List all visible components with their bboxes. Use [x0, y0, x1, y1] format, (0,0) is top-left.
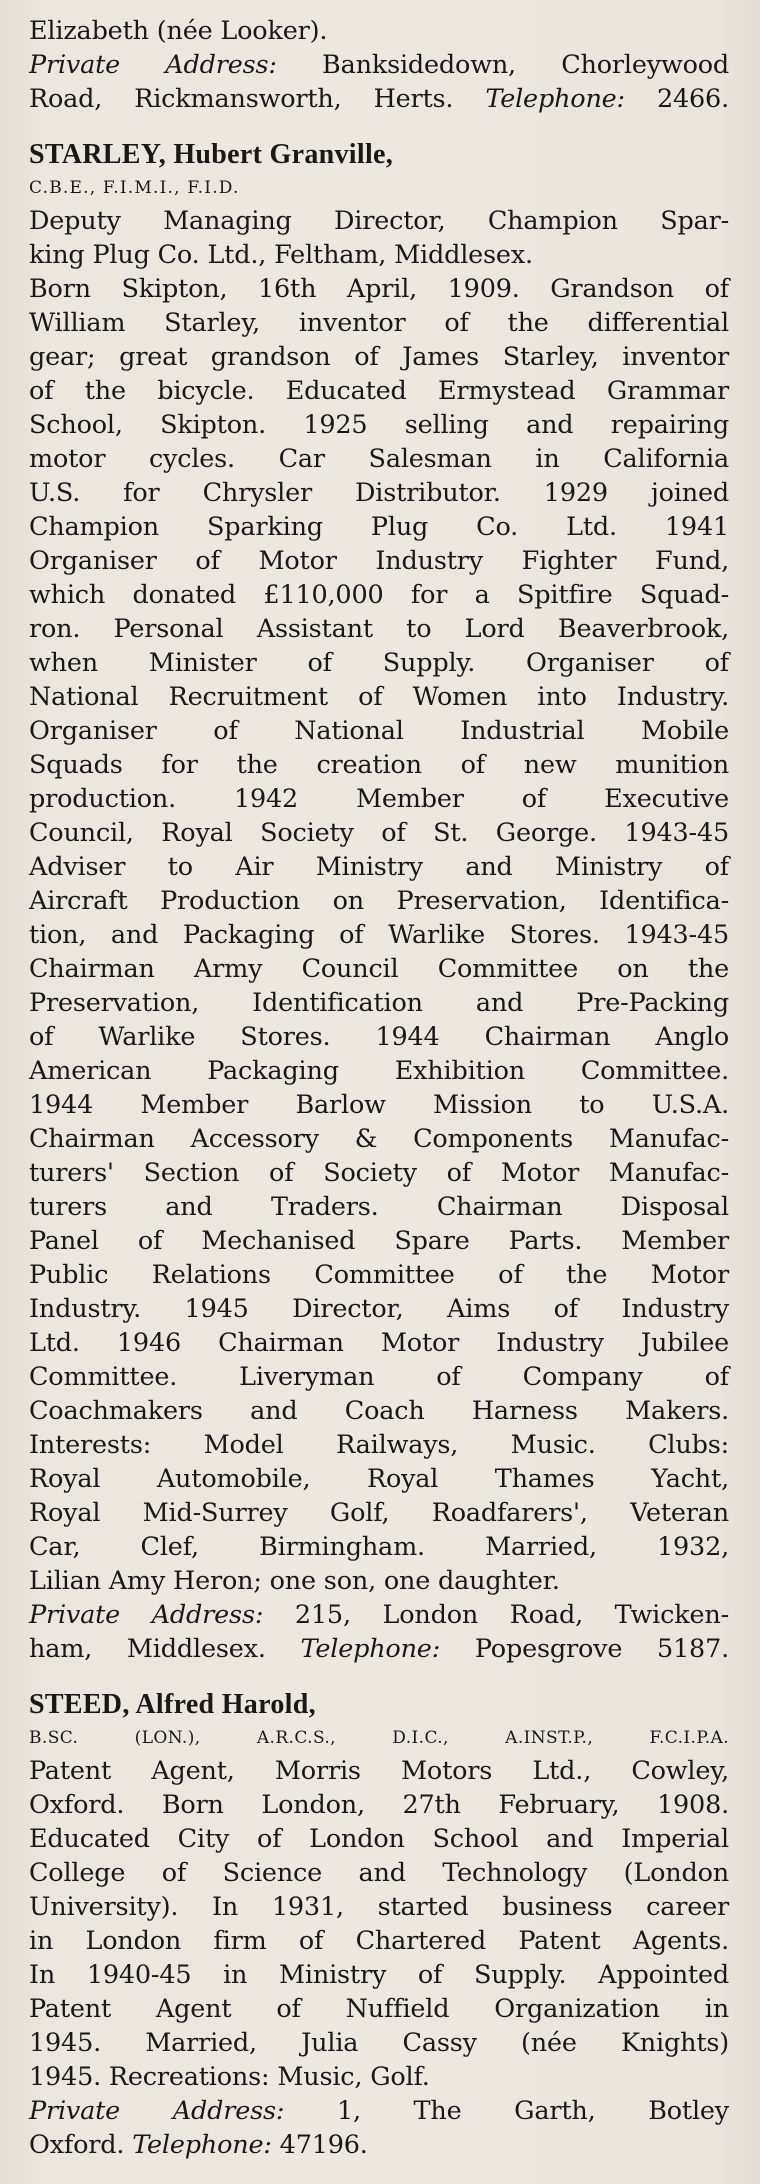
private-address-value: Banksidedown, Chorleywood [276, 50, 729, 80]
private-address-value: 1, The Garth, Botley [284, 2096, 729, 2126]
private-address-line [29, 48, 729, 82]
telephone-label: Telephone: [485, 84, 625, 114]
text-line: Council, Royal Society of St. George. 1943-45 [29, 818, 729, 848]
text-line: Industry. 1945 Director, Aims of Industry [29, 1294, 729, 1324]
address-continued: ham, Middlesex. [29, 1634, 301, 1664]
entry-starley [29, 136, 729, 1666]
text-line: Aircraft Production on Preservation, Identifica- [29, 886, 729, 916]
private-address-label: Private Address: [29, 50, 277, 80]
telephone-value: Popesgrove 5187. [440, 1634, 730, 1664]
text-line: William Starley, inventor of the differential [29, 308, 729, 338]
text-line: College of Science and Technology (London [29, 1858, 729, 1888]
text-line: ron. Personal Assistant to Lord Beaverbrook, [29, 614, 729, 644]
text-line: Deputy Managing Director, Champion Spar- [29, 206, 729, 236]
text-line: 1945. Married, Julia Cassy (née Knights) [29, 2028, 729, 2058]
text-line: Coachmakers and Coach Harness Makers. [29, 1396, 729, 1426]
entry-qualifications: B.SC. (LON.), A.R.C.S., D.I.C., A.INST.P., F.C.I.P.A. [29, 1728, 729, 1748]
text-line: when Minister of Supply. Organiser of [29, 648, 729, 678]
text-line: Lilian Amy Heron; one son, one daughter. [29, 1566, 560, 1596]
text-line: motor cycles. Car Salesman in California [29, 444, 729, 474]
text-line: Champion Sparking Plug Co. Ltd. 1941 [29, 512, 729, 542]
text-line: National Recruitment of Women into Industry. [29, 682, 729, 712]
telephone-line [29, 82, 729, 116]
text-line: Elizabeth (née Looker). [29, 16, 328, 46]
address-continued: Road, Rickmansworth, Herts. [29, 84, 486, 114]
entry-body [29, 204, 729, 1598]
private-address-label: Private Address: [29, 1600, 264, 1630]
entry-name: STARLEY, Hubert Granville, [29, 139, 394, 170]
entry-qualifications: C.B.E., F.I.M.I., F.I.D. [29, 178, 240, 198]
text-line: Interests: Model Railways, Music. Clubs: [29, 1430, 729, 1460]
text-line: Oxford. Born London, 27th February, 1908. [29, 1790, 729, 1820]
previous-entry-continuation [29, 14, 729, 116]
text-line: Chairman Accessory & Components Manufac- [29, 1124, 729, 1154]
text-line: gear; great grandson of James Starley, inventor [29, 342, 729, 372]
text-line: turers and Traders. Chairman Disposal [29, 1192, 729, 1222]
text-line: Organiser of Motor Industry Fighter Fund, [29, 546, 729, 576]
text-line: Patent Agent of Nuffield Organization in [29, 1994, 729, 2024]
text-line: School, Skipton. 1925 selling and repairing [29, 410, 729, 440]
text-line: king Plug Co. Ltd., Feltham, Middlesex. [29, 240, 533, 270]
text-line: Royal Automobile, Royal Thames Yacht, [29, 1464, 729, 1494]
text-line: turers' Section of Society of Motor Manufac- [29, 1158, 729, 1188]
telephone-label: Telephone: [132, 2130, 272, 2160]
telephone-value: 47196. [271, 2130, 368, 2160]
text-line: In 1940-45 in Ministry of Supply. Appointed [29, 1960, 729, 1990]
text-line: Public Relations Committee of the Motor [29, 1260, 729, 1290]
text-line: production. 1942 Member of Executive [29, 784, 729, 814]
telephone-line [29, 2128, 729, 2162]
text-line: Royal Mid-Surrey Golf, Roadfarers', Veteran [29, 1498, 729, 1528]
text-line: Patent Agent, Morris Motors Ltd., Cowley, [29, 1756, 729, 1786]
text-line: Squads for the creation of new munition [29, 750, 729, 780]
text-line: of the bicycle. Educated Ermystead Grammar [29, 376, 729, 406]
text-line: in London firm of Chartered Patent Agents. [29, 1926, 729, 1956]
text-line: Panel of Mechanised Spare Parts. Member [29, 1226, 729, 1256]
telephone-value: 2466. [624, 84, 729, 114]
text-line: Committee. Liveryman of Company of [29, 1362, 729, 1392]
text-line: Educated City of London School and Imperial [29, 1824, 729, 1854]
text-line: American Packaging Exhibition Committee. [29, 1056, 729, 1086]
text-line: U.S. for Chrysler Distributor. 1929 joined [29, 478, 729, 508]
entry-name: STEED, Alfred Harold, [29, 1689, 316, 1720]
text-line: Preservation, Identification and Pre-Packing [29, 988, 729, 1018]
private-address-value: 215, London Road, Twicken- [263, 1600, 729, 1630]
address-continued: Oxford. [29, 2130, 133, 2160]
text-line: which donated £110,000 for a Spitfire Squad- [29, 580, 729, 610]
text-line: 1944 Member Barlow Mission to U.S.A. [29, 1090, 729, 1120]
telephone-line [29, 1632, 729, 1666]
private-address-line [29, 1598, 729, 1632]
text-line: University). In 1931, started business career [29, 1892, 729, 1922]
entry-body [29, 1754, 729, 2094]
text-line: 1945. Recreations: Music, Golf. [29, 2062, 430, 2092]
text-line: of Warlike Stores. 1944 Chairman Anglo [29, 1022, 729, 1052]
text-line: Organiser of National Industrial Mobile [29, 716, 729, 746]
text-column [29, 14, 729, 2162]
text-line: Adviser to Air Ministry and Ministry of [29, 852, 729, 882]
private-address-label: Private Address: [29, 2096, 285, 2126]
text-line: tion, and Packaging of Warlike Stores. 1943-45 [29, 920, 729, 950]
telephone-label: Telephone: [300, 1634, 441, 1664]
text-line: Born Skipton, 16th April, 1909. Grandson of [29, 274, 729, 304]
text-line: Car, Clef, Birmingham. Married, 1932, [29, 1532, 729, 1562]
entry-steed [29, 1686, 729, 2162]
private-address-line [29, 2094, 729, 2128]
text-line: Ltd. 1946 Chairman Motor Industry Jubilee [29, 1328, 729, 1358]
text-line: Chairman Army Council Committee on the [29, 954, 729, 984]
